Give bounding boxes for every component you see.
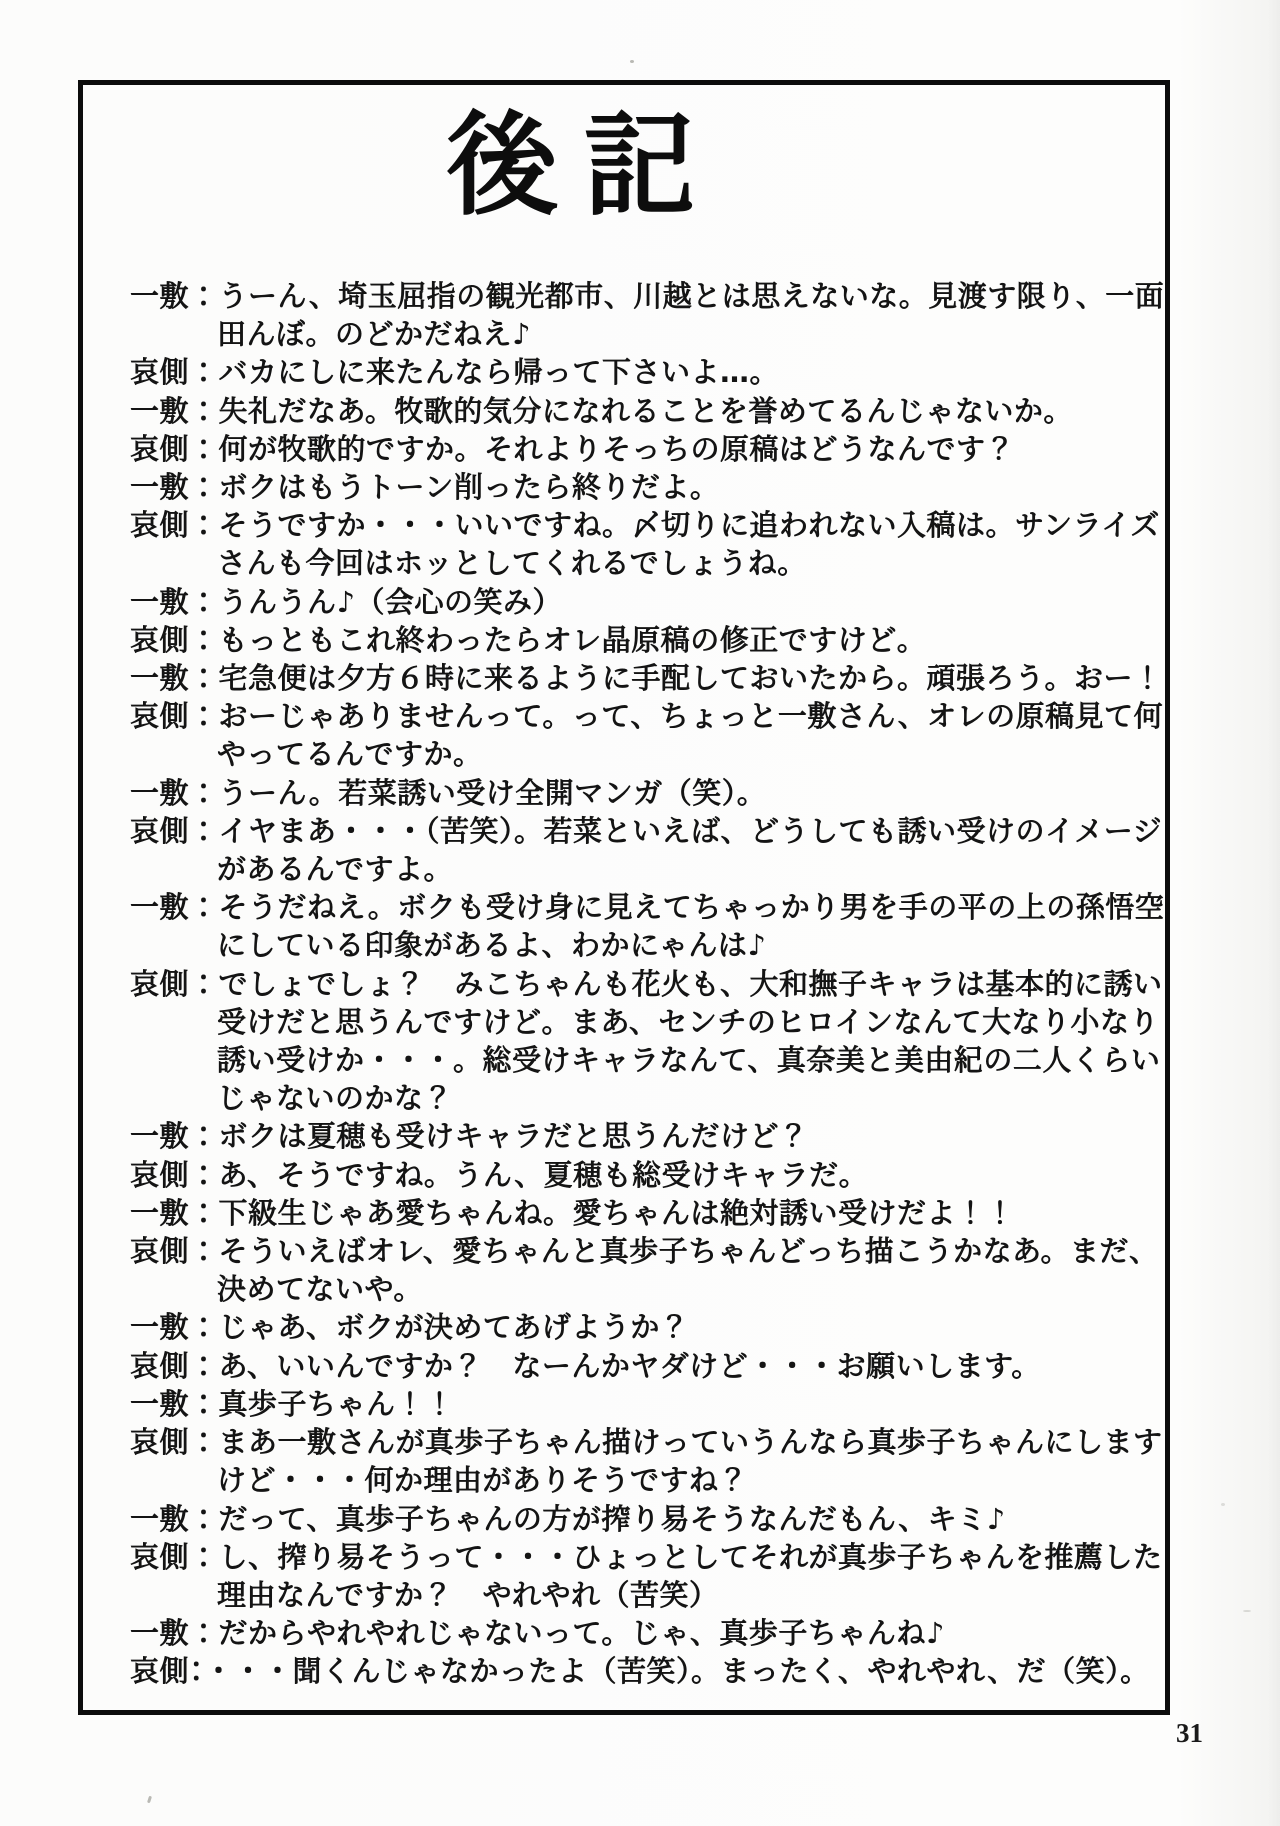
dialogue-entry	[130, 1194, 1125, 1232]
speaker-label: 一敷：	[130, 279, 219, 313]
speaker-label: 哀側：	[130, 966, 219, 1001]
dialogue-line: 哀側：あ、いいんですか？ なーんかヤダけど・・・お願いします。	[130, 1348, 1041, 1383]
dialogue-entry	[130, 1423, 1163, 1499]
speaker-label: 一敷：	[130, 393, 219, 428]
dialogue-entry	[130, 353, 1125, 391]
dialogue-entry	[130, 1500, 1125, 1538]
afterword-dialogue	[130, 277, 1165, 1691]
speaker-label: 哀側：	[130, 431, 219, 466]
dialogue-entry	[130, 468, 1125, 506]
dialogue-line: 哀側：おーじゃありませんって。って、ちょっと一敷さん、オレの原稿見て何	[130, 699, 1164, 734]
dialogue-line: 誘い受けか・・・。総受けキャラなんて、真奈美と美由紀の二人くらい	[217, 1043, 1161, 1078]
dialogue-line: 哀側：そうですか・・・いいですね。〆切りに追われない入稿は。サンライズ	[130, 508, 1160, 543]
dialogue-line: 一敷：うんうん♪（会心の笑み）	[130, 584, 563, 619]
dialogue-line: さんも今回はホッとしてくれるでしょうね。	[217, 546, 807, 581]
dialogue-line: 決めてないや。	[217, 1272, 423, 1307]
speaker-label: 哀側：	[130, 1348, 219, 1383]
dialogue-entry	[130, 1614, 1125, 1652]
dialogue-line: 一敷：うーん。若菜誘い受け全開マンガ（笑）。	[130, 775, 767, 810]
dialogue-line: があるんですよ。	[217, 852, 454, 887]
dialogue-line: 一敷：ボクはもうトーン削ったら終りだよ。	[130, 470, 720, 505]
scan-speck	[1243, 1610, 1251, 1612]
speaker-label: 哀側：	[130, 1539, 219, 1574]
dialogue-entry	[130, 697, 1164, 773]
page-number: 31	[1176, 1718, 1203, 1748]
dialogue-line: 哀側：そういえばオレ、愛ちゃんと真歩子ちゃんどっち描こうかなあ。まだ、	[130, 1234, 1159, 1269]
dialogue-entry	[130, 888, 1165, 964]
dialogue-entry	[130, 1385, 1125, 1423]
scan-speck	[630, 60, 634, 63]
speaker-label: 一敷：	[130, 470, 219, 505]
scan-speck	[147, 1796, 152, 1804]
speaker-label: 哀側：	[130, 1654, 205, 1689]
dialogue-entry	[130, 812, 1163, 888]
dialogue-entry	[130, 1538, 1163, 1614]
speaker-label: 哀側：	[130, 355, 219, 390]
dialogue-line: 一敷：うーん、埼玉屈指の観光都市、川越とは思えないな。見渡す限り、一面	[130, 279, 1165, 313]
scan-speck	[1221, 1503, 1225, 1506]
speaker-label: 哀側：	[130, 508, 219, 543]
dialogue-line: 哀側：もっともこれ終わったらオレ晶原稿の修正ですけど。	[130, 622, 927, 657]
speaker-label: 一敷：	[130, 1195, 219, 1230]
speaker-label: 一敷：	[130, 890, 219, 925]
dialogue-line: 一敷：真歩子ちゃん！！	[130, 1386, 455, 1421]
dialogue-entry	[130, 621, 1125, 659]
dialogue-entry	[130, 506, 1160, 582]
dialogue-line: 哀側：イヤまあ・・・（苦笑）。若菜といえば、どうしても誘い受けのイメージ	[130, 813, 1163, 848]
dialogue-line: にしている印象があるよ、わかにゃんは♪	[217, 928, 767, 963]
dialogue-line: 一敷：ボクは夏穂も受けキャラだと思うんだけど？	[130, 1119, 809, 1154]
dialogue-line: 哀側：・・・聞くんじゃなかったよ（苦笑）。まったく、やれやれ、だ（笑）。	[130, 1654, 1150, 1689]
dialogue-line: 一敷：失礼だなあ。牧歌的気分になれることを誉めてるんじゃないか。	[130, 393, 1073, 428]
speaker-label: 哀側：	[130, 622, 219, 657]
speaker-label: 哀側：	[130, 1425, 219, 1460]
dialogue-line: 哀側：何が牧歌的ですか。それよりそっちの原稿はどうなんです？	[130, 431, 1016, 466]
dialogue-line: 一敷：だからやれやれじゃないって。じゃ、真歩子ちゃんね♪	[130, 1616, 945, 1651]
speaker-label: 哀側：	[130, 699, 219, 734]
dialogue-line: 哀側：バカにしに来たんなら帰って下さいよ…。	[130, 355, 780, 390]
speaker-label: 一敷：	[130, 1616, 219, 1651]
speaker-label: 一敷：	[130, 661, 219, 696]
dialogue-entry	[130, 277, 1165, 353]
dialogue-entry	[130, 1117, 1125, 1155]
dialogue-line: 哀側：あ、そうですね。うん、夏穂も総受けキャラだ。	[130, 1157, 869, 1192]
dialogue-line: 一敷：じゃあ、ボクが決めてあげようか？	[130, 1310, 690, 1345]
dialogue-entry	[130, 774, 1125, 812]
dialogue-line: 受けだと思うんですけど。まあ、センチのヒロインなんて大なり小なり	[217, 1004, 1159, 1039]
dialogue-line: 一敷：宅急便は夕方６時に来るように手配しておいたから。頑張ろう。おー！	[130, 661, 1163, 696]
dialogue-line: けど・・・何か理由がありそうですね？	[217, 1463, 749, 1498]
dialogue-entry	[130, 1308, 1125, 1346]
speaker-label: 一敷：	[130, 775, 219, 810]
dialogue-entry	[130, 1232, 1159, 1308]
dialogue-entry	[130, 965, 1163, 1118]
dialogue-line: じゃないのかな？	[217, 1081, 454, 1116]
speaker-label: 一敷：	[130, 1501, 219, 1536]
speaker-label: 一敷：	[130, 1119, 219, 1154]
dialogue-entry	[130, 392, 1125, 430]
speaker-label: 哀側：	[130, 813, 219, 848]
speaker-label: 一敷：	[130, 1310, 219, 1345]
dialogue-line: 一敷：だって、真歩子ちゃんの方が搾り易そうなんだもん、キミ♪	[130, 1501, 1006, 1536]
dialogue-line: 哀側：し、搾り易そうって・・・ひょっとしてそれが真歩子ちゃんを推薦した	[130, 1539, 1163, 1574]
speaker-label: 哀側：	[130, 1234, 219, 1269]
dialogue-entry	[130, 659, 1163, 697]
dialogue-line: 田んぼ。のどかだねえ♪	[217, 317, 532, 352]
page-title: 後記	[446, 101, 722, 231]
dialogue-line: 一敷：下級生じゃあ愛ちゃんね。愛ちゃんは絶対誘い受けだよ！！	[130, 1195, 1016, 1230]
speaker-label: 一敷：	[130, 584, 219, 619]
dialogue-line: 哀側：でしょでしょ？ みこちゃんも花火も、大和撫子キャラは基本的に誘い	[130, 966, 1163, 1001]
dialogue-line: やってるんですか。	[217, 737, 483, 772]
dialogue-entry	[130, 430, 1125, 468]
speaker-label: 哀側：	[130, 1157, 219, 1192]
dialogue-entry	[130, 1652, 1150, 1690]
dialogue-line: 一敷：そうだねえ。ボクも受け身に見えてちゃっかり男を手の平の上の孫悟空	[130, 890, 1165, 925]
dialogue-line: 理由なんですか？ やれやれ（苦笑）	[217, 1577, 719, 1612]
dialogue-line: 哀側：まあ一敷さんが真歩子ちゃん描けっていうんなら真歩子ちゃんにします	[130, 1425, 1163, 1460]
dialogue-entry	[130, 1347, 1125, 1385]
speaker-label: 一敷：	[130, 1386, 219, 1421]
dialogue-entry	[130, 583, 1125, 621]
dialogue-entry	[130, 1156, 1125, 1194]
